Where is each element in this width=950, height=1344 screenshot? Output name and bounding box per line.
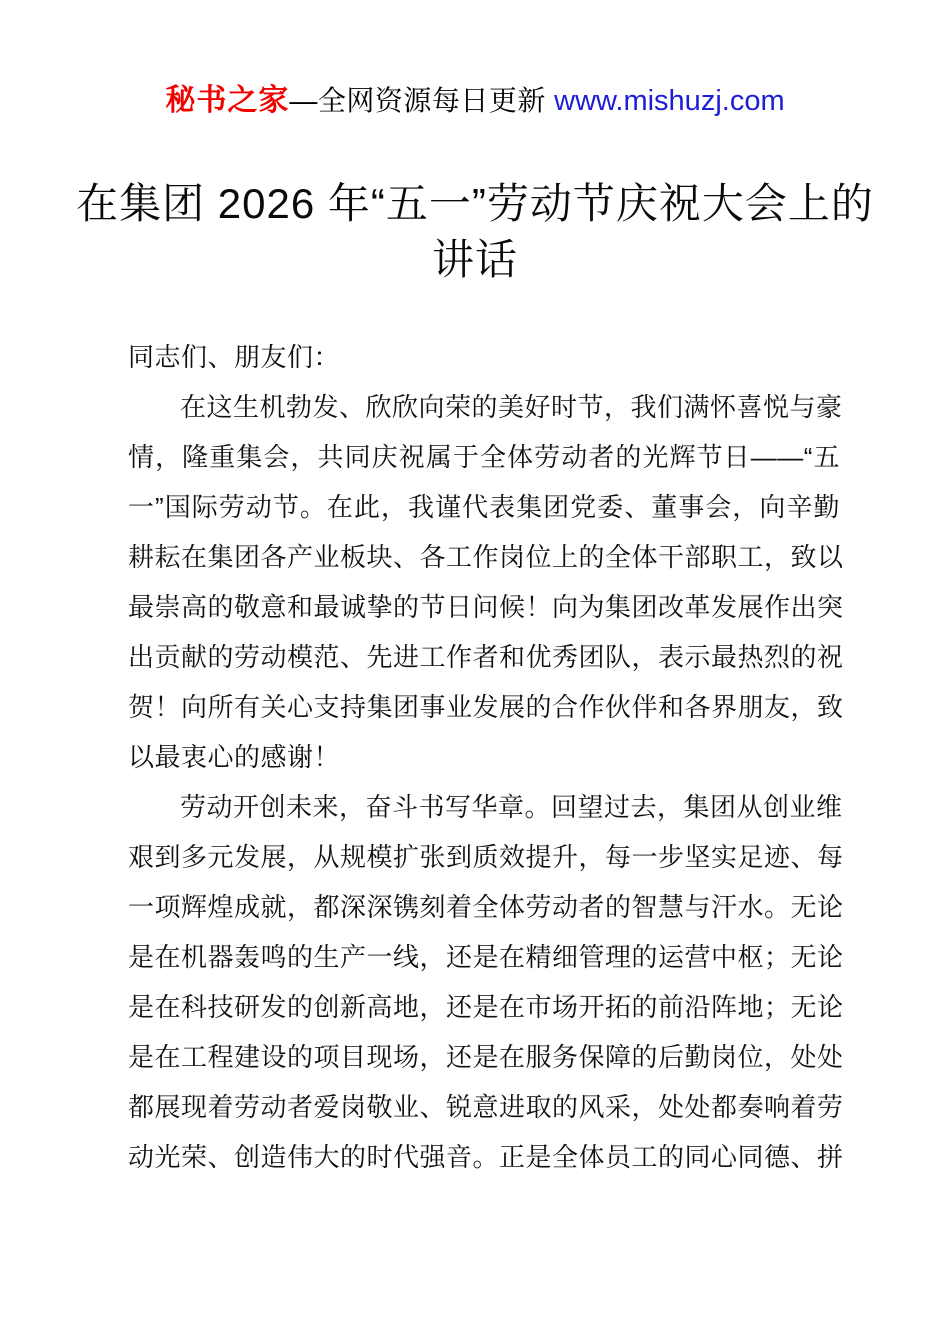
site-name: 秘书之家 (165, 84, 290, 117)
text-line: 以最衷心的感谢！ (128, 742, 341, 772)
text-line: 都展现着劳动者爱岗敬业、锐意进取的风采，处处都奏响着劳 (128, 1092, 844, 1122)
paragraph-2 (128, 782, 844, 1182)
text-line: 情，隆重集会，共同庆祝属于全体劳动者的光辉节日——“五 (128, 442, 840, 472)
paragraph-1 (128, 382, 844, 782)
document-title (0, 176, 950, 288)
text-line: 出贡献的劳动模范、先进工作者和优秀团队，表示最热烈的祝 (128, 642, 844, 672)
text-line: 劳动开创未来，奋斗书写华章。回望过去，集团从创业维 (180, 792, 843, 822)
text-line: 贺！向所有关心支持集团事业发展的合作伙伴和各界朋友，致 (128, 692, 844, 722)
salutation: 同志们、朋友们： (128, 342, 341, 372)
text-line: 是在科技研发的创新高地，还是在市场开拓的前沿阵地；无论 (128, 992, 844, 1022)
title-line-1: 在集团 2026 年“五一”劳动节庆祝大会上的 (76, 180, 874, 227)
text-line: 是在机器轰鸣的生产一线，还是在精细管理的运营中枢；无论 (128, 942, 844, 972)
text-line: 在这生机勃发、欣欣向荣的美好时节，我们满怀喜悦与豪 (180, 392, 843, 422)
text-line: 最崇高的敬意和最诚挚的节日问候！向为集团改革发展作出突 (128, 592, 844, 622)
text-line: 耕耘在集团各产业板块、各工作岗位上的全体干部职工，致以 (128, 542, 844, 572)
document-body (128, 332, 844, 1182)
title-line-2: 讲话 (431, 236, 518, 283)
text-line: 一项辉煌成就，都深深镌刻着全体劳动者的智慧与汗水。无论 (128, 892, 844, 922)
text-line: 艰到多元发展，从规模扩张到质效提升，每一步坚实足迹、每 (128, 842, 844, 872)
text-line: 动光荣、创造伟大的时代强音。正是全体员工的同心同德、拼 (128, 1142, 844, 1172)
site-tagline: —全网资源每日更新 (289, 85, 555, 116)
site-header (0, 83, 950, 124)
site-url-link[interactable]: www.mishuzj.com (554, 85, 785, 117)
text-line: 是在工程建设的项目现场，还是在服务保障的后勤岗位，处处 (128, 1042, 844, 1072)
text-line: 一”国际劳动节。在此，我谨代表集团党委、董事会，向辛勤 (128, 492, 840, 522)
